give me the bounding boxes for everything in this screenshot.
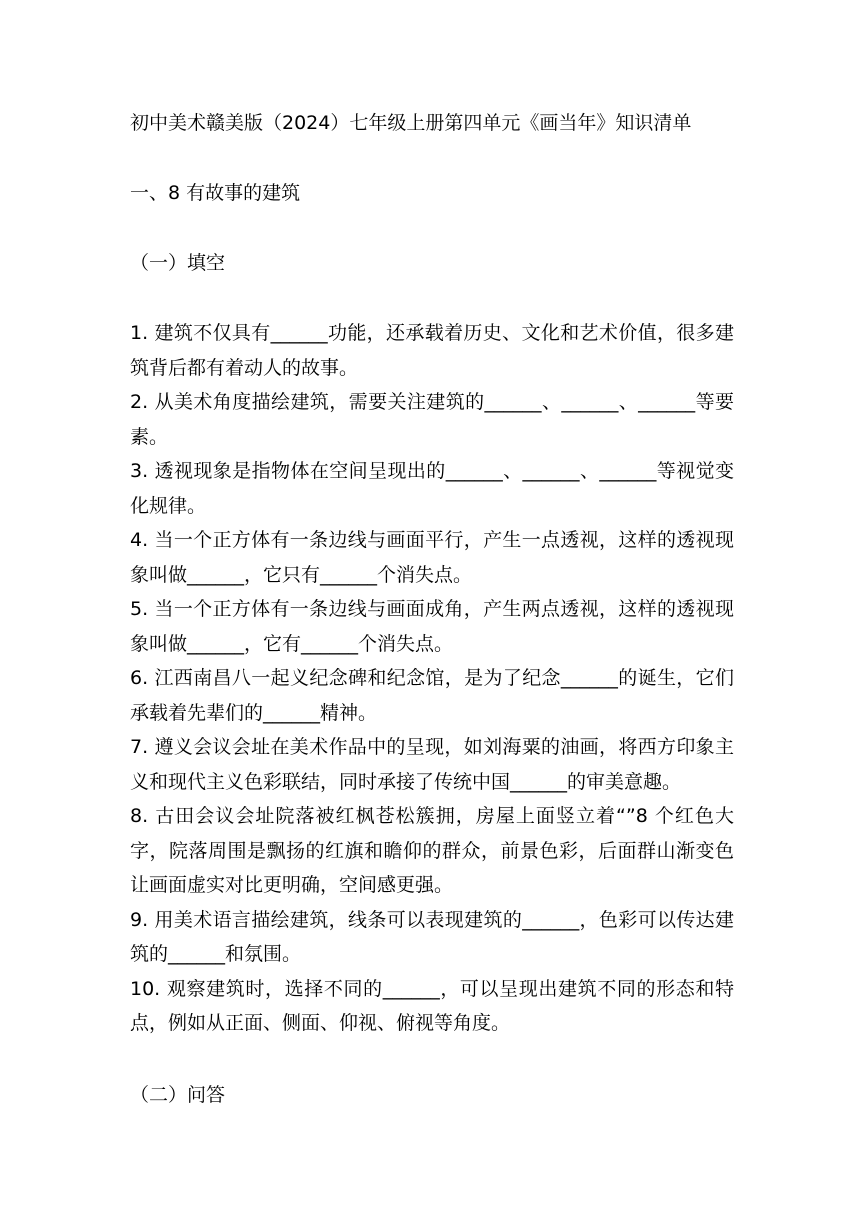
question-item: 5. 当一个正方体有一条边线与画面成角，产生两点透视，这样的透视现象叫做______，它有______个消失点。 xyxy=(130,598,734,655)
part-heading-qa: （二）问答 xyxy=(130,1084,226,1106)
question-item: 6. 江西南昌八一起义纪念碑和纪念馆，是为了纪念______的诞生，它们承载着先辈们的______精神。 xyxy=(130,667,734,724)
question-item: 3. 透视现象是指物体在空间呈现出的______、______、______等视觉变化规律。 xyxy=(130,460,734,517)
question-item: 7. 遵义会议会址在美术作品中的呈现，如刘海粟的油画，将西方印象主义和现代主义色彩联结，同时承接了传统中国______的审美意趣。 xyxy=(130,736,734,793)
part-heading-fill-blank: （一）填空 xyxy=(130,252,226,274)
question-list xyxy=(130,316,734,1041)
document-title: 初中美术赣美版（2024）七年级上册第四单元《画当年》知识清单 xyxy=(130,112,692,134)
section-heading: 一、8 有故事的建筑 xyxy=(130,182,301,204)
question-item: 1. 建筑不仅具有______功能，还承载着历史、文化和艺术价值，很多建筑背后都有着动人的故事。 xyxy=(130,322,734,379)
question-item: 4. 当一个正方体有一条边线与画面平行，产生一点透视，这样的透视现象叫做______，它只有______个消失点。 xyxy=(130,529,734,586)
question-item: 10. 观察建筑时，选择不同的______，可以呈现出建筑不同的形态和特点，例如从正面、侧面、仰视、俯视等角度。 xyxy=(130,977,734,1034)
question-item: 8. 古田会议会址院落被红枫苍松簇拥，房屋上面竖立着“”8 个红色大字，院落周围是飘扬的红旗和瞻仰的群众，前景色彩，后面群山渐变色让画面虚实对比更明确，空间感更强。 xyxy=(130,805,734,896)
question-item: 2. 从美术角度描绘建筑，需要关注建筑的______、______、______等要素。 xyxy=(130,391,734,448)
question-item: 9. 用美术语言描绘建筑，线条可以表现建筑的______，色彩可以传达建筑的______和氛围。 xyxy=(130,908,734,965)
